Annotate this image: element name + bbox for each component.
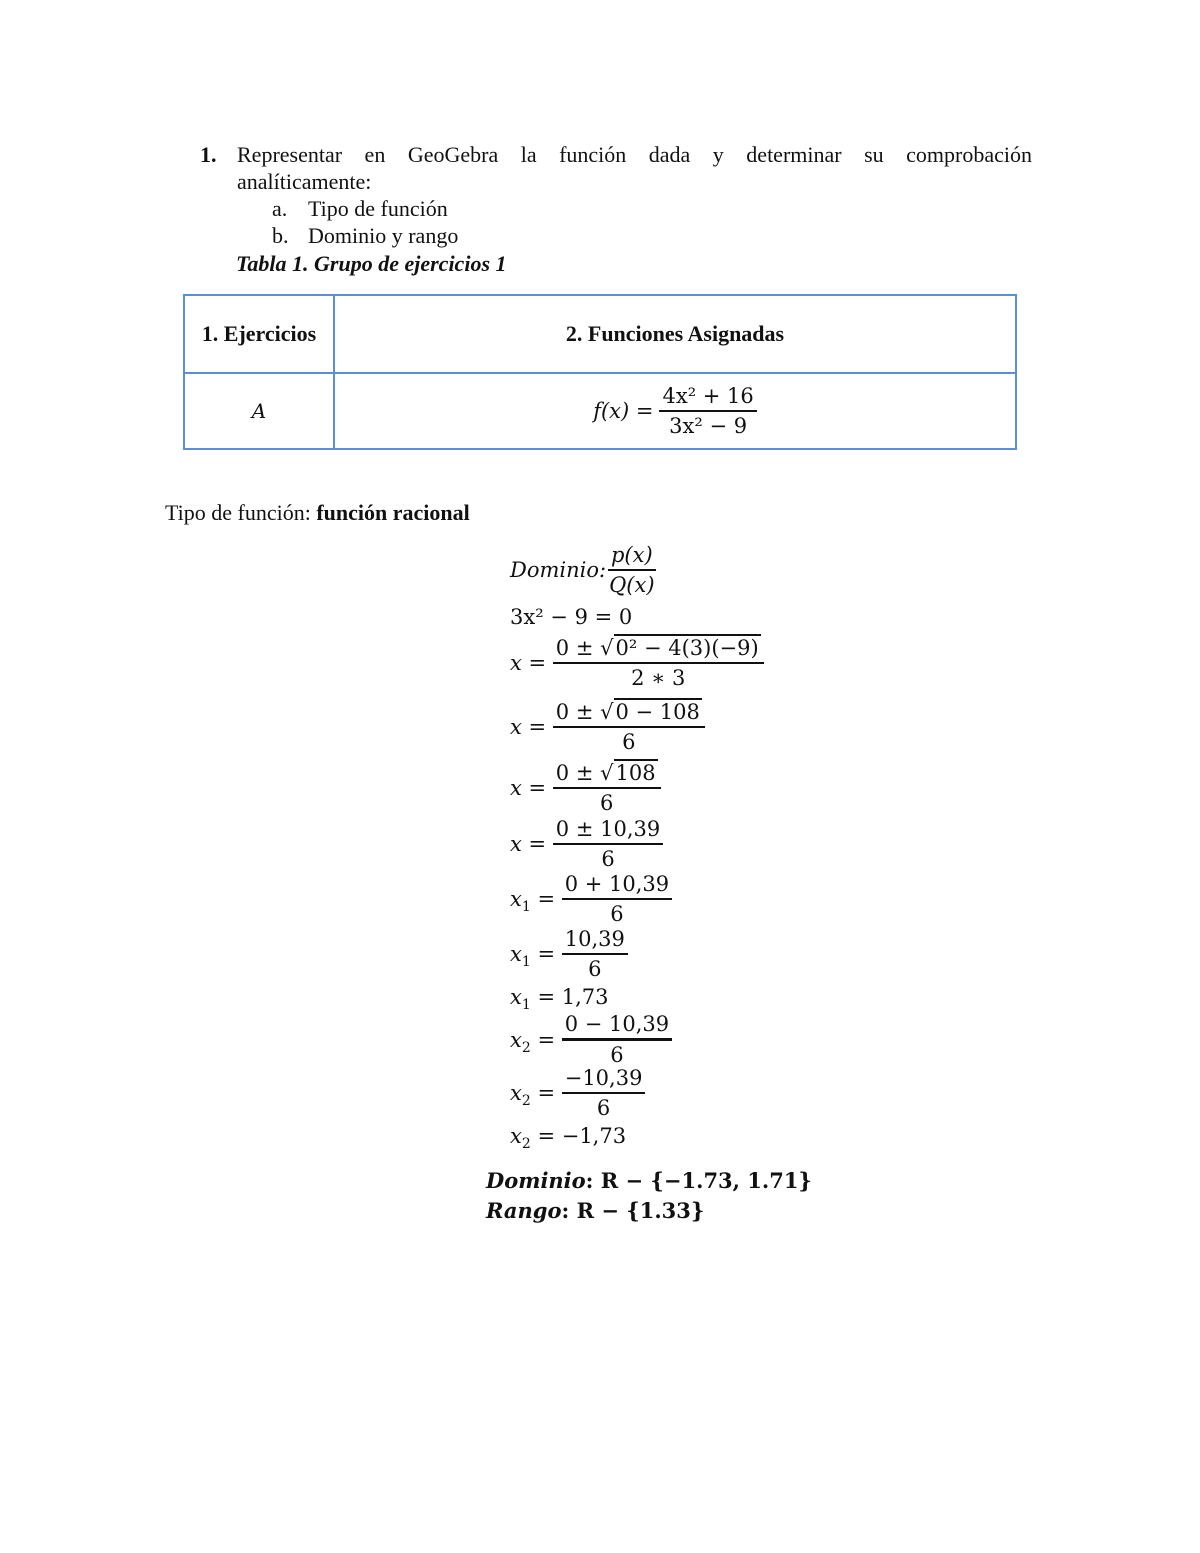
- assigned-function: [334, 373, 1016, 449]
- step-x1-b: $x_1$ = $\frac{10,39}{6}$: [510, 927, 628, 981]
- result-rango-label: Rango: [486, 1198, 562, 1223]
- step-x2-b: $x_2$ = $\frac{-10,39}{6}$: [510, 1066, 645, 1120]
- step-dominio: [510, 543, 658, 597]
- function-type-value: función racional: [316, 500, 470, 525]
- s8-num: −10,39: [562, 1066, 646, 1094]
- step-quadratic-3: x = $\frac{0 \pm √108}{6}$: [510, 761, 661, 815]
- s1-radicand: 0² − 4(3)(−9): [615, 636, 759, 660]
- table-header-funciones: 2. Funciones Asignadas: [334, 295, 1016, 373]
- step-quadratic-1: x = $\frac{\text{0 ± √0² − 4(3)(−9)}}{2 ∗ 3}$: [510, 636, 764, 690]
- s3-num-a: 0 ±: [555, 761, 594, 785]
- s2-den: 6: [622, 730, 636, 754]
- s3-radicand: 108: [615, 761, 656, 785]
- instruction-line1: Representar en GeoGebra la función dada y determinar su comprobación: [237, 142, 1032, 167]
- step-x2-a: $x_2$ = $\frac{0 - 10,39}{6}$: [510, 1012, 672, 1067]
- step-quadratic-4: x = $\frac{0 \pm 10,39}{6}$: [510, 817, 663, 871]
- x2-value: −1,73: [561, 1124, 627, 1148]
- step-equation: 3x² − 9 = 0: [510, 605, 633, 629]
- result-rango: Rango: R − {1.33}: [486, 1198, 705, 1223]
- function-numerator: 4x² + 16: [659, 384, 756, 412]
- instruction-line2: analíticamente:: [237, 169, 372, 194]
- s1-num-a: 0 ±: [555, 636, 594, 660]
- s7-den: 6: [610, 1043, 624, 1067]
- instruction-number: 1.: [200, 142, 217, 167]
- s2-radicand: 0 − 108: [615, 700, 700, 724]
- dominio-fraction: [606, 543, 657, 597]
- result-dominio: Dominio: R − {−1.73, 1.71}: [486, 1168, 812, 1193]
- s2-num-a: 0 ±: [555, 700, 594, 724]
- s4-num: 0 ± 10,39: [553, 817, 663, 845]
- s4-den: 6: [601, 847, 615, 871]
- s1-den: 2 ∗ 3: [631, 666, 686, 690]
- result-dominio-value: R − {−1.73, 1.71}: [600, 1168, 812, 1193]
- result-rango-value: R − {1.33}: [576, 1198, 705, 1223]
- step-x2-result: $x_2$ = −1,73: [510, 1124, 627, 1152]
- function-type: [165, 500, 470, 526]
- p-of-x: p(x): [608, 543, 656, 571]
- dominio-label: Dominio:: [510, 558, 607, 582]
- s6-den: 6: [588, 957, 602, 981]
- step-x1-result: $x_1$ = 1,73: [510, 985, 609, 1013]
- function-type-label: Tipo de función:: [165, 500, 311, 525]
- result-dominio-label: Dominio: [486, 1168, 586, 1193]
- exercise-table: [183, 294, 1017, 450]
- x1-value: 1,73: [561, 985, 609, 1009]
- s6-num: 10,39: [562, 927, 628, 955]
- s5-num: 0 + 10,39: [562, 872, 672, 900]
- q-of-x: Q(x): [609, 573, 655, 597]
- s8-den: 6: [596, 1096, 611, 1120]
- s5-den: 6: [610, 902, 624, 926]
- function-fraction: [659, 384, 756, 438]
- table-header-ejercicios: 1. Ejercicios: [184, 295, 334, 373]
- table-caption: Tabla 1. Grupo de ejercicios 1: [236, 251, 507, 276]
- list-item-a: a. Tipo de función: [272, 196, 448, 221]
- s7-num: 0 − 10,39: [562, 1012, 672, 1041]
- function-lhs: f(x) =: [593, 399, 654, 423]
- list-item-b: b. Dominio y rango: [272, 223, 459, 248]
- step-x1-a: $x_1$ = $\frac{0 + 10,39}{6}$: [510, 872, 672, 926]
- function-denominator: 3x² − 9: [669, 414, 748, 438]
- step-quadratic-2: x = $\frac{0 \pm √0 - 108}{6}$: [510, 700, 705, 754]
- exercise-letter: A: [184, 373, 334, 449]
- s3-den: 6: [600, 791, 614, 815]
